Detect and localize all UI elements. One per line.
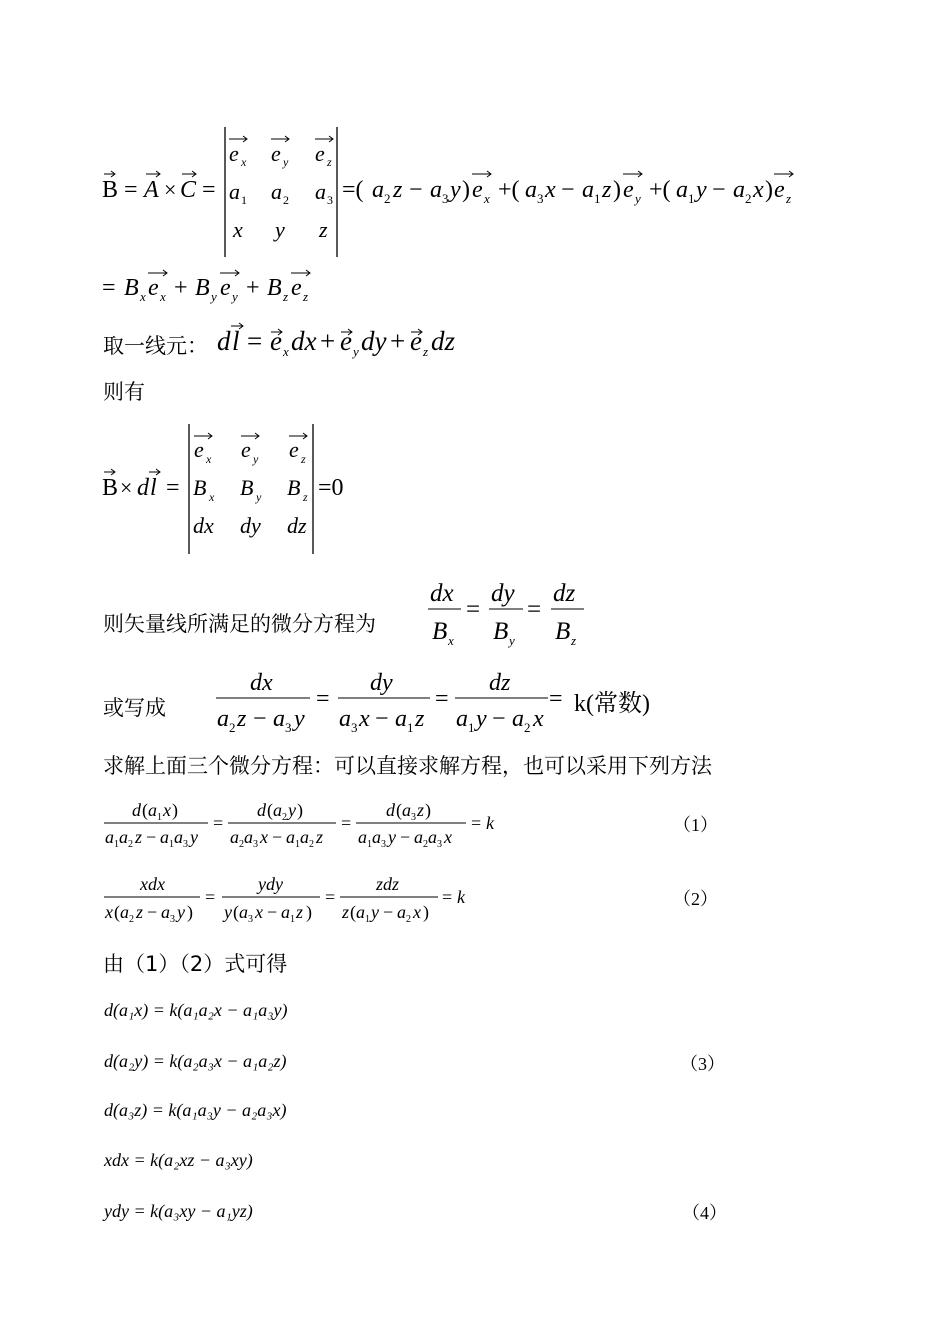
svg-text:3: 3 xyxy=(170,914,175,925)
svg-text:): ) xyxy=(172,800,178,820)
svg-text:B: B xyxy=(102,177,119,203)
svg-text:y: y xyxy=(509,633,515,648)
svg-text:a: a xyxy=(733,177,745,203)
equation-line-3: d(a₃z) = k(a₁a₃y − a₂a₃x) xyxy=(104,1100,287,1120)
svg-text:a: a xyxy=(160,827,169,847)
svg-text:=: = xyxy=(341,813,352,833)
solve-text: 求解上面三个微分方程：可以直接求解方程，也可以采用下列方法 xyxy=(103,754,712,778)
svg-text:k: k xyxy=(486,813,494,833)
svg-text:dz: dz xyxy=(553,580,576,607)
svg-text:x: x xyxy=(105,902,113,922)
equation-1 xyxy=(100,797,520,851)
svg-text:3: 3 xyxy=(537,191,544,206)
svg-text:x: x xyxy=(209,490,215,504)
line-element-formula xyxy=(215,320,485,365)
svg-text:dx: dx xyxy=(250,670,273,696)
svg-text:B: B xyxy=(287,475,301,500)
svg-text:a: a xyxy=(315,179,326,204)
svg-text:z: z xyxy=(415,706,425,732)
equation-line-2: d(a₂y) = k(a₂a₃x − a₁a₂z) xyxy=(104,1051,287,1071)
svg-text:x: x xyxy=(140,289,146,304)
svg-text:a: a xyxy=(273,706,285,732)
svg-text:a: a xyxy=(230,827,239,847)
svg-text:a: a xyxy=(229,179,240,204)
svg-text:−: − xyxy=(400,827,411,847)
svg-text:2: 2 xyxy=(423,839,428,850)
svg-text:2: 2 xyxy=(283,193,289,207)
diff-eq-label: 则矢量线所满足的微分方程为 xyxy=(103,612,376,636)
svg-text:d: d xyxy=(386,800,395,820)
svg-text:2: 2 xyxy=(309,839,314,850)
svg-text:z: z xyxy=(303,289,309,304)
svg-text:a: a xyxy=(676,177,688,203)
svg-text:e: e xyxy=(220,275,231,301)
svg-text:a: a xyxy=(286,827,295,847)
svg-text:y: y xyxy=(211,289,217,304)
svg-text:a: a xyxy=(273,800,282,820)
svg-text:a: a xyxy=(356,902,365,922)
svg-text:a: a xyxy=(358,827,367,847)
svg-text:=: = xyxy=(124,177,138,203)
svg-text:dx: dx xyxy=(430,580,454,607)
svg-text:a: a xyxy=(161,902,170,922)
svg-text:dz: dz xyxy=(431,326,456,356)
svg-text:=: = xyxy=(549,686,563,712)
svg-text:2: 2 xyxy=(745,191,752,206)
svg-text:1: 1 xyxy=(594,191,601,206)
svg-text:+: + xyxy=(320,326,336,356)
svg-text:e: e xyxy=(194,437,204,462)
svg-text:z: z xyxy=(327,155,332,169)
svg-text:e: e xyxy=(291,275,302,301)
svg-text:B: B xyxy=(193,475,207,500)
svg-text:dy: dy xyxy=(240,513,261,538)
svg-text:a: a xyxy=(174,827,183,847)
svg-text:1: 1 xyxy=(157,812,162,823)
equation-line-1: d(a₁x) = k(a₁a₂x − a₁a₃y) xyxy=(104,1000,288,1020)
svg-text:−: − xyxy=(383,902,394,922)
svg-text:3: 3 xyxy=(327,193,333,207)
svg-text:l: l xyxy=(232,326,240,356)
svg-text:z: z xyxy=(283,289,289,304)
svg-text:e: e xyxy=(148,275,159,301)
svg-text:(: ( xyxy=(396,800,402,820)
svg-text:=: = xyxy=(202,177,216,203)
svg-text:=: = xyxy=(102,275,116,301)
components-expansion xyxy=(100,265,340,310)
cross-product-determinant xyxy=(100,125,820,265)
svg-text:B: B xyxy=(102,475,119,501)
svg-text:B: B xyxy=(267,275,282,301)
svg-text:x: x xyxy=(260,827,268,847)
svg-text:z: z xyxy=(301,452,306,466)
svg-text:1: 1 xyxy=(365,914,370,925)
svg-text:(: ( xyxy=(350,902,356,922)
svg-text:=: = xyxy=(527,596,542,623)
svg-text:3: 3 xyxy=(442,191,449,206)
svg-text:B: B xyxy=(493,618,509,645)
equation-line-5: ydy = k(a₃xy − a₁yz) xyxy=(104,1201,253,1221)
svg-text:2: 2 xyxy=(406,914,411,925)
svg-text:+: + xyxy=(390,326,406,356)
svg-text:): ) xyxy=(187,902,193,922)
svg-text:l: l xyxy=(150,475,157,501)
svg-text:dx: dx xyxy=(291,326,317,356)
svg-text:x: x xyxy=(448,633,454,648)
svg-text:a: a xyxy=(281,902,290,922)
svg-text:−: − xyxy=(253,706,267,732)
svg-text:x: x xyxy=(359,706,370,732)
svg-text:d: d xyxy=(137,475,149,501)
svg-text:−: − xyxy=(146,827,157,847)
svg-text:=: = xyxy=(205,887,216,907)
svg-text:a: a xyxy=(430,177,442,203)
svg-text:): ) xyxy=(613,177,621,203)
line-element-label: 取一线元： xyxy=(103,334,208,358)
svg-text:2: 2 xyxy=(128,839,133,850)
svg-text:1: 1 xyxy=(169,839,174,850)
svg-text:x: x xyxy=(545,177,556,203)
svg-text:3: 3 xyxy=(381,839,386,850)
svg-text:2: 2 xyxy=(229,720,236,735)
svg-text:y: y xyxy=(294,706,305,732)
equation-2 xyxy=(100,870,520,926)
svg-text:e: e xyxy=(241,437,251,462)
svg-text:1: 1 xyxy=(468,720,475,735)
svg-text:2: 2 xyxy=(129,914,134,925)
svg-text:2: 2 xyxy=(239,839,244,850)
svg-text:): ) xyxy=(423,902,429,922)
svg-text:−: − xyxy=(147,902,158,922)
svg-text:zdz: zdz xyxy=(376,874,400,894)
svg-text:z: z xyxy=(571,633,577,648)
svg-text:z: z xyxy=(136,902,144,922)
svg-text:y: y xyxy=(283,155,289,169)
svg-text:a: a xyxy=(339,706,351,732)
svg-text:z: z xyxy=(786,191,792,206)
constant-k: k(常数) xyxy=(574,691,650,717)
svg-text:y: y xyxy=(288,800,296,820)
svg-text:y: y xyxy=(275,217,285,242)
svg-text:a: a xyxy=(395,706,407,732)
svg-text:a: a xyxy=(300,827,309,847)
svg-text:x: x xyxy=(283,344,289,359)
svg-text:−: − xyxy=(375,706,389,732)
svg-text:1: 1 xyxy=(114,839,119,850)
svg-text:x: x xyxy=(753,177,764,203)
svg-text:a: a xyxy=(402,800,411,820)
svg-text:a: a xyxy=(148,800,157,820)
svg-text:y: y xyxy=(232,289,238,304)
svg-text:3: 3 xyxy=(285,720,292,735)
svg-text:y: y xyxy=(371,902,379,922)
diff-eq-formula xyxy=(425,575,595,655)
svg-text:ydy: ydy xyxy=(258,874,283,894)
svg-text:e: e xyxy=(774,177,785,203)
svg-text:z: z xyxy=(135,827,143,847)
svg-text:B: B xyxy=(195,275,210,301)
svg-text:y: y xyxy=(696,177,707,203)
svg-text:z: z xyxy=(417,800,425,820)
svg-text:a: a xyxy=(414,827,423,847)
svg-text:x: x xyxy=(206,452,212,466)
equation-number-2: （2） xyxy=(673,889,718,909)
svg-text:1: 1 xyxy=(407,720,414,735)
svg-text:=: = xyxy=(166,475,180,501)
svg-text:): ) xyxy=(425,800,431,820)
svg-text:B: B xyxy=(555,618,571,645)
svg-text:y: y xyxy=(256,490,262,504)
svg-text:z: z xyxy=(296,902,304,922)
svg-text:a: a xyxy=(105,827,114,847)
then-have-text: 则有 xyxy=(103,380,145,404)
svg-text:a: a xyxy=(456,706,468,732)
svg-text:a: a xyxy=(120,902,129,922)
svg-text:d: d xyxy=(132,800,141,820)
svg-text:dz: dz xyxy=(489,670,511,696)
svg-text:2: 2 xyxy=(524,720,531,735)
svg-text:+(: +( xyxy=(498,177,520,203)
svg-text:1: 1 xyxy=(367,839,372,850)
svg-text:a: a xyxy=(428,827,437,847)
svg-text:y: y xyxy=(388,827,396,847)
svg-text:−: − xyxy=(712,177,726,203)
svg-text:e: e xyxy=(340,326,352,356)
svg-text:d: d xyxy=(217,326,231,356)
svg-text:3: 3 xyxy=(437,839,442,850)
svg-text:z: z xyxy=(303,490,308,504)
svg-text:dx: dx xyxy=(193,513,214,538)
equation-number-1: （1） xyxy=(673,815,718,835)
svg-text:×: × xyxy=(120,475,133,500)
svg-text:1: 1 xyxy=(290,914,295,925)
svg-text:−: − xyxy=(272,827,283,847)
svg-text:): ) xyxy=(306,902,312,922)
svg-text:x: x xyxy=(160,289,166,304)
svg-text:x: x xyxy=(233,217,243,242)
svg-text:y: y xyxy=(476,706,487,732)
svg-text:+(: +( xyxy=(649,177,671,203)
svg-text:(: ( xyxy=(267,800,273,820)
svg-text:C: C xyxy=(180,177,197,203)
svg-text:a: a xyxy=(271,179,282,204)
svg-text:e: e xyxy=(270,326,282,356)
or-write-label: 或写成 xyxy=(103,696,166,720)
svg-text:(: ( xyxy=(142,800,148,820)
svg-text:=: = xyxy=(466,596,481,623)
svg-text:z: z xyxy=(319,217,328,242)
svg-text:(: ( xyxy=(114,902,120,922)
equation-number-3: （3） xyxy=(680,1054,725,1074)
svg-text:−: − xyxy=(561,177,575,203)
svg-text:x: x xyxy=(533,706,544,732)
svg-text:B: B xyxy=(432,618,448,645)
svg-text:a: a xyxy=(372,827,381,847)
svg-text:a: a xyxy=(512,706,524,732)
svg-text:a: a xyxy=(582,177,594,203)
svg-text:z: z xyxy=(316,827,324,847)
svg-text:x: x xyxy=(413,902,421,922)
svg-text:): ) xyxy=(297,800,303,820)
svg-text:e: e xyxy=(229,141,239,166)
svg-text:e: e xyxy=(623,177,634,203)
svg-text:a: a xyxy=(244,827,253,847)
svg-text:e: e xyxy=(315,141,325,166)
svg-text:k: k xyxy=(457,887,465,907)
svg-text:a: a xyxy=(397,902,406,922)
svg-text:3: 3 xyxy=(253,839,258,850)
equation-line-4: xdx = k(a₂xz − a₃xy) xyxy=(104,1150,253,1170)
svg-text:=: = xyxy=(471,813,482,833)
svg-text:z: z xyxy=(393,177,403,203)
svg-text:+: + xyxy=(246,275,260,301)
svg-text:z: z xyxy=(602,177,612,203)
svg-text:1: 1 xyxy=(295,839,300,850)
svg-text:): ) xyxy=(765,177,773,203)
svg-text:A: A xyxy=(144,177,159,203)
svg-text:dy: dy xyxy=(361,326,387,356)
svg-text:=: = xyxy=(442,887,453,907)
equation-number-4: （4） xyxy=(682,1203,727,1223)
svg-text:a: a xyxy=(239,902,248,922)
svg-text:e: e xyxy=(289,437,299,462)
svg-text:a: a xyxy=(119,827,128,847)
svg-text:=0: =0 xyxy=(318,475,344,501)
derive-text: 由（1）（2）式可得 xyxy=(103,952,288,976)
svg-text:): ) xyxy=(462,177,470,203)
svg-text:3: 3 xyxy=(411,812,416,823)
svg-text:y: y xyxy=(353,344,359,359)
svg-text:y: y xyxy=(177,902,185,922)
svg-text:=(: =( xyxy=(342,177,364,203)
svg-text:3: 3 xyxy=(351,720,358,735)
svg-text:−: − xyxy=(267,902,278,922)
svg-text:3: 3 xyxy=(248,914,253,925)
svg-text:z: z xyxy=(237,706,247,732)
svg-text:(: ( xyxy=(233,902,239,922)
svg-text:B: B xyxy=(240,475,254,500)
svg-text:a: a xyxy=(372,177,384,203)
svg-text:x: x xyxy=(241,155,247,169)
svg-text:x: x xyxy=(255,902,263,922)
cross-dl-determinant xyxy=(100,422,370,558)
svg-text:xdx: xdx xyxy=(140,874,165,894)
svg-text:z: z xyxy=(342,902,350,922)
svg-text:y: y xyxy=(253,452,259,466)
svg-text:1: 1 xyxy=(241,193,247,207)
svg-text:×: × xyxy=(164,177,177,202)
svg-text:3: 3 xyxy=(183,839,188,850)
svg-text:d: d xyxy=(257,800,266,820)
svg-text:a: a xyxy=(217,706,229,732)
svg-text:+: + xyxy=(174,275,188,301)
svg-text:y: y xyxy=(224,902,232,922)
svg-text:B: B xyxy=(124,275,139,301)
svg-text:dz: dz xyxy=(287,513,307,538)
svg-text:−: − xyxy=(409,177,423,203)
svg-text:=: = xyxy=(247,326,263,356)
svg-text:e: e xyxy=(410,326,422,356)
svg-text:2: 2 xyxy=(282,812,287,823)
svg-text:y: y xyxy=(190,827,198,847)
svg-text:x: x xyxy=(484,191,490,206)
svg-text:y: y xyxy=(450,177,461,203)
svg-text:−: − xyxy=(492,706,506,732)
svg-text:z: z xyxy=(423,344,429,359)
svg-text:dy: dy xyxy=(491,580,515,607)
svg-text:e: e xyxy=(472,177,483,203)
svg-text:=: = xyxy=(213,813,224,833)
svg-text:x: x xyxy=(444,827,452,847)
svg-text:y: y xyxy=(635,191,641,206)
svg-text:=: = xyxy=(316,686,330,712)
svg-text:a: a xyxy=(525,177,537,203)
svg-text:=: = xyxy=(325,887,336,907)
svg-text:e: e xyxy=(271,141,281,166)
svg-text:dy: dy xyxy=(370,670,393,696)
svg-text:1: 1 xyxy=(688,191,695,206)
svg-text:2: 2 xyxy=(384,191,391,206)
svg-text:x: x xyxy=(163,800,171,820)
svg-text:=: = xyxy=(435,686,449,712)
